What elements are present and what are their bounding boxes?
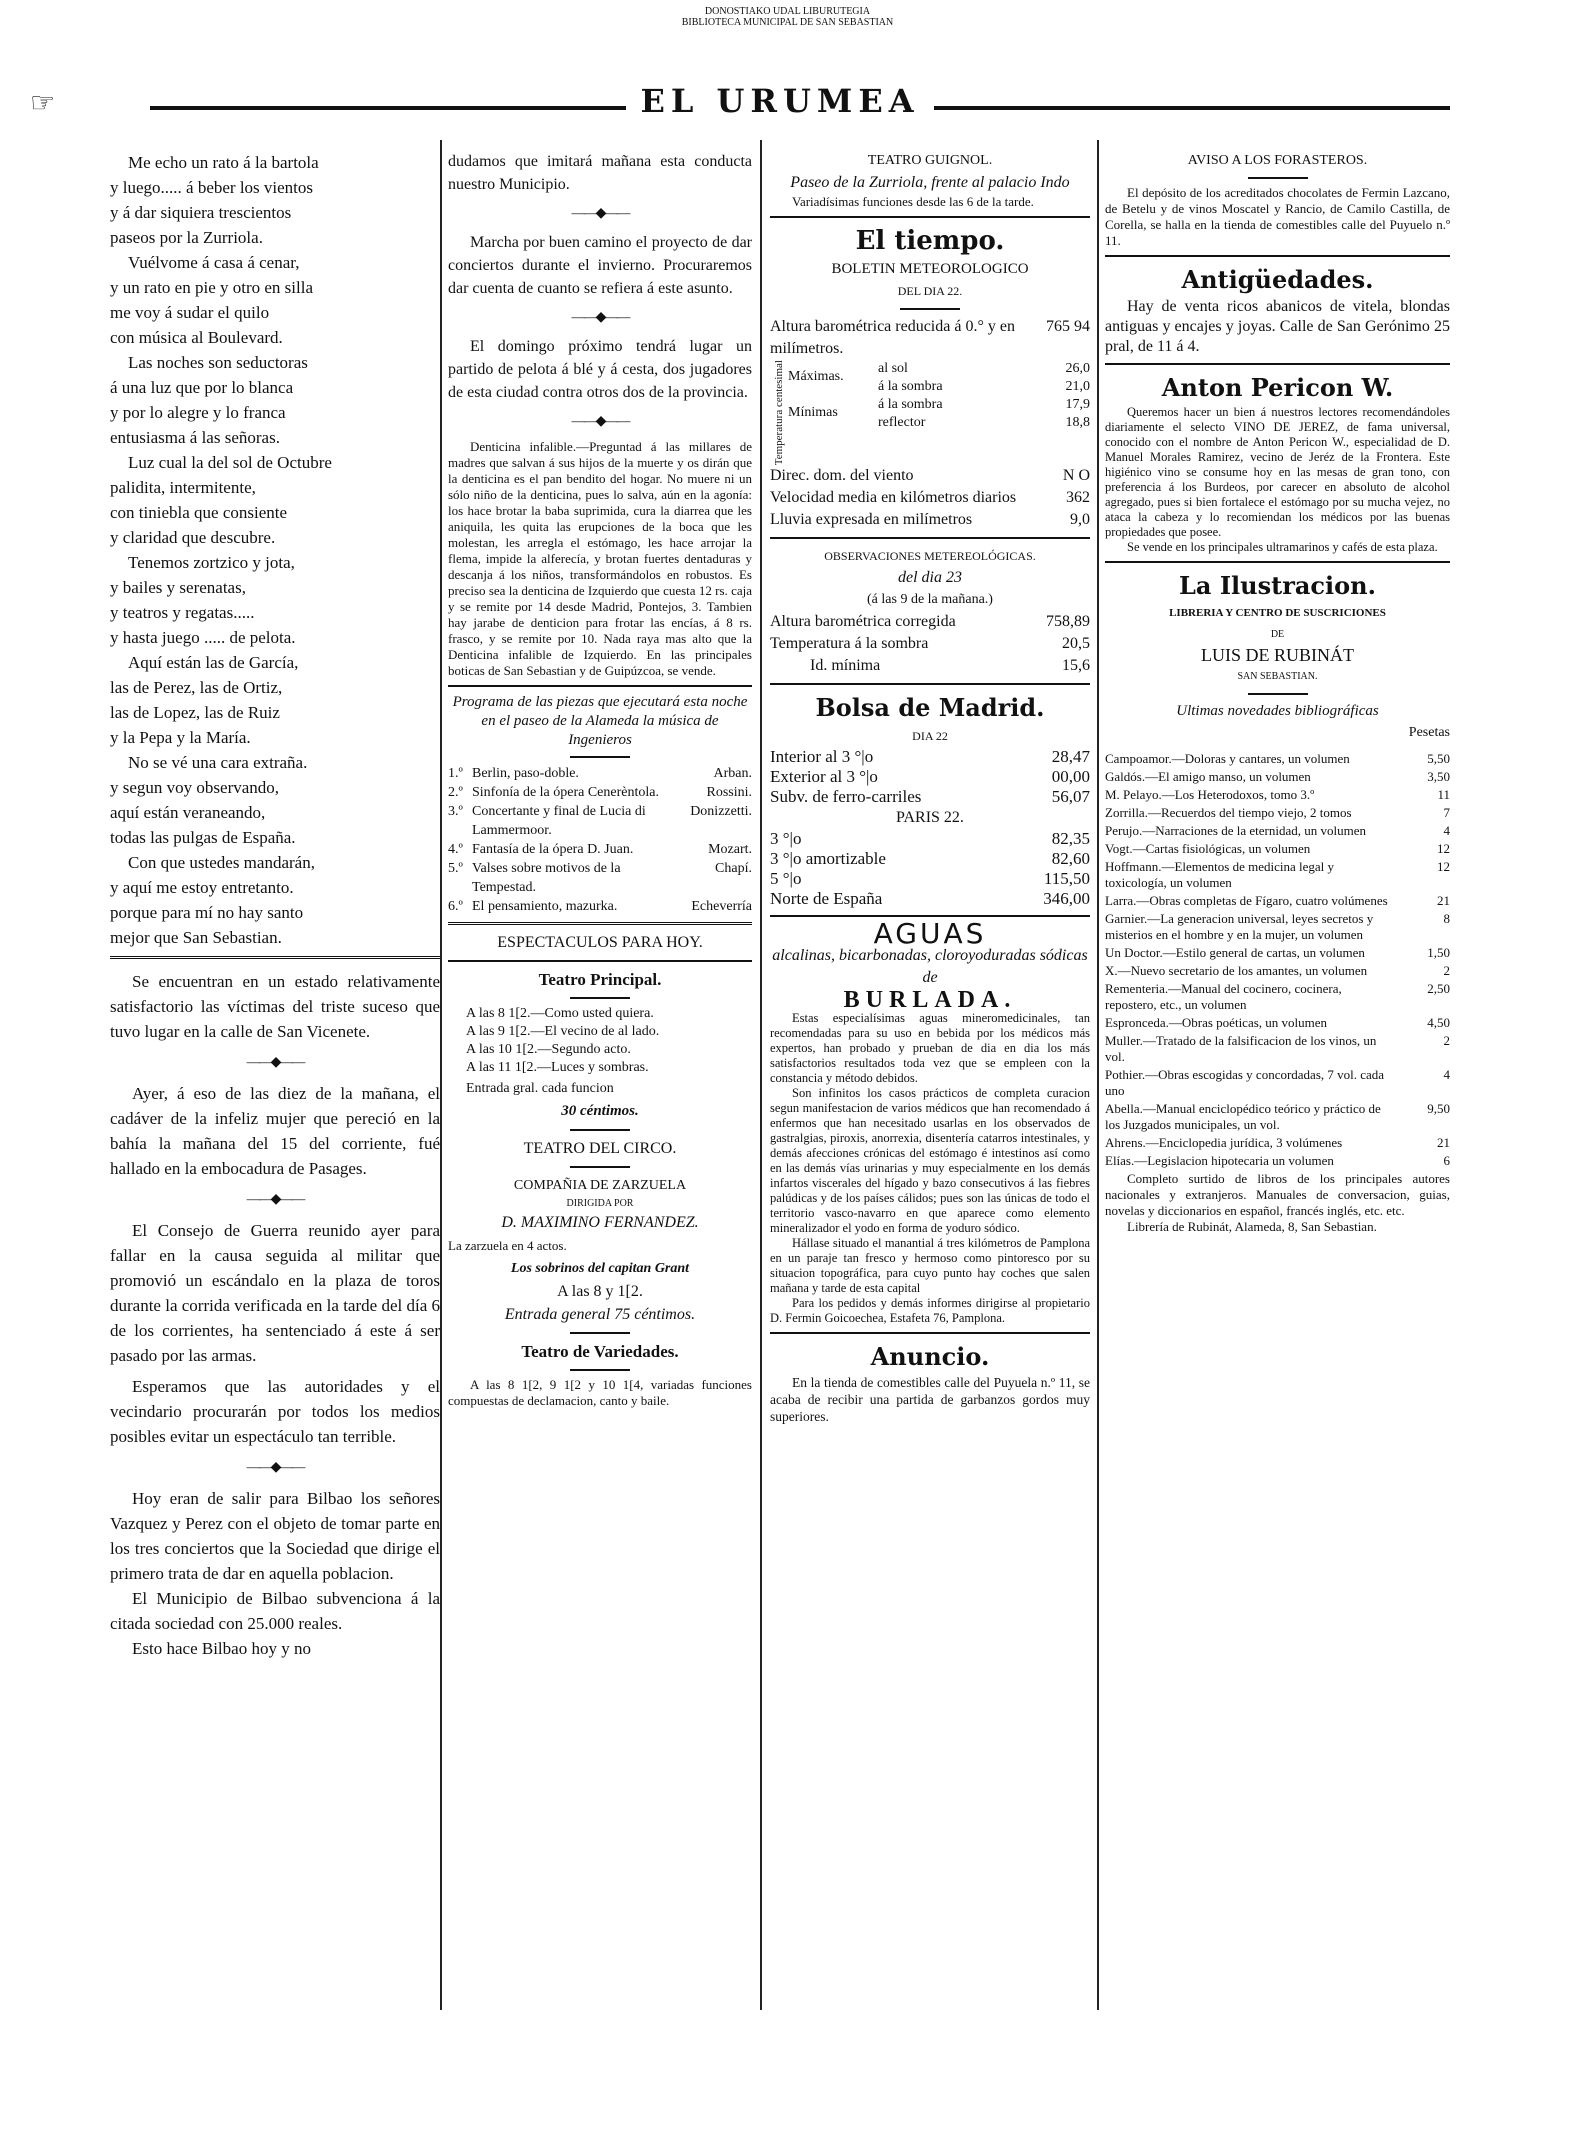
- market-value: 00,00: [1051, 767, 1090, 787]
- book-title: Zorrilla.—Recuerdos del tiempo viejo, 2 tomos: [1105, 805, 1352, 820]
- poem-line: Tenemos zortzico y jota,: [128, 553, 295, 572]
- poem-line: entusiasma á las señoras.: [110, 428, 280, 447]
- market-value: 346,00: [1043, 889, 1090, 909]
- poem-line: las de Lopez, las de Ruiz: [110, 703, 280, 722]
- ornament-divider: ——◆——: [571, 310, 629, 325]
- poem-line: á una luz que por lo blanca: [110, 378, 294, 397]
- book-price: 2,50: [1427, 981, 1450, 996]
- book-item: [1105, 805, 1450, 821]
- book-item: [1105, 823, 1450, 839]
- divider: [570, 1129, 630, 1131]
- divider: [448, 922, 752, 925]
- maximas-label: Máximas.: [788, 369, 844, 384]
- max-sol-row: al sol 26,0: [878, 361, 1090, 376]
- ss-label: SAN SEBASTIAN.: [1237, 671, 1318, 682]
- market-value: 82,60: [1051, 849, 1090, 869]
- aguas-paragraph: Estas especialísimas aguas mineromedicinales, tan recomendadas para su uso en bebida por los médicos más expertos, han probado y prueban de dia en dia los más satisfactorios resultados toda vez que se empleen con la constancia y método debidos.: [770, 1011, 1090, 1086]
- ornament-divider: ——◆——: [571, 414, 629, 429]
- book-item: [1105, 1101, 1450, 1133]
- news-item: El domingo próximo tendrá lugar un partido de pelota á blé y á cesta, dos jugadores de esta ciudad contra otros dos de la provincia.: [448, 338, 752, 401]
- divider: [570, 1369, 630, 1371]
- book-price: 11: [1437, 787, 1450, 802]
- book-item: [1105, 893, 1450, 909]
- book-item: [1105, 911, 1450, 943]
- variedades-title: Teatro de Variedades.: [521, 1342, 679, 1361]
- book-title: Galdós.—El amigo manso, un volumen: [1105, 769, 1311, 784]
- book-item: [1105, 1153, 1450, 1169]
- book-item: [1105, 1135, 1450, 1151]
- market-value: 28,47: [1051, 747, 1090, 767]
- market-label: Subv. de ferro-carriles: [770, 787, 922, 807]
- divider: [770, 537, 1090, 539]
- poem-line: y aquí me estoy entretanto.: [110, 878, 294, 897]
- news-item: Ayer, á eso de las diez de la mañana, el cadáver de la infeliz mujer que pereció en la bahía la mañana del 15 del corriente, fué hallado en la embocadura de Pasages.: [110, 1084, 440, 1178]
- espectaculos-title: ESPECTACULOS PARA HOY.: [497, 934, 703, 951]
- market-value: 82,35: [1051, 829, 1090, 849]
- rubinat-name: LUIS DE RUBINÁT: [1201, 645, 1354, 665]
- bolsa-dia: DIA 22: [912, 729, 948, 744]
- guignol-text: Variadísimas funciones desde las 6 de la tarde.: [792, 194, 1034, 209]
- divider: [770, 683, 1090, 685]
- book-title: Garnier.—La generacion universal, leyes secretos y misterios en el hombre y en la mujer, un volumen: [1105, 911, 1374, 942]
- poem-line: y un rato en pie y otro en silla: [110, 278, 314, 297]
- min-sombra-row: á la sombra 17,9: [878, 397, 1090, 412]
- aguas-subtitle: alcalinas, bicarbonadas, cloroyoduradas sódicas de: [772, 947, 1088, 987]
- program-item: [448, 859, 752, 897]
- circo-title: TEATRO DEL CIRCO.: [523, 1140, 677, 1157]
- market-label: Interior al 3 °|o: [770, 747, 874, 767]
- masthead: [110, 80, 1450, 120]
- tp-price: 30 céntimos.: [561, 1103, 639, 1119]
- poem-line: con música al Boulevard.: [110, 328, 283, 347]
- poem-line: No se vé una cara extraña.: [128, 753, 308, 772]
- ornament-divider: ——◆——: [246, 1460, 304, 1475]
- divider: [570, 1332, 630, 1334]
- divider: [1105, 363, 1450, 365]
- program-piece: El pensamiento, mazurka.: [472, 899, 618, 914]
- news-item: dudamos que imitará mañana esta conducta nuestro Municipio.: [448, 153, 752, 193]
- surtido-text: Completo surtido de libros de los principales autores nacionales y extranjeros. Manuales de conversacion, guias, novelas y diccionarios en español, francés inglés, etc. etc.: [1105, 1171, 1450, 1218]
- bolsa-table: [770, 747, 1090, 807]
- book-title: Espronceda.—Obras poéticas, un volumen: [1105, 1015, 1328, 1030]
- divider: [570, 1166, 630, 1168]
- poem-line: me voy á sudar el quilo: [110, 303, 270, 322]
- divider: [448, 960, 752, 962]
- market-label: 3 °|o: [770, 829, 802, 849]
- market-row: [770, 869, 1090, 889]
- divider: [110, 956, 440, 959]
- program-author: Mozart.: [708, 842, 752, 857]
- market-row: [770, 767, 1090, 787]
- book-price: 21: [1437, 1135, 1450, 1150]
- market-row: [770, 829, 1090, 849]
- aguas-paragraph: Para los pedidos y demás informes dirigirse al propietario D. Fermin Goicoechea, Estafeta 76, Pamplona.: [770, 1296, 1090, 1326]
- poem-line: y segun voy observando,: [110, 778, 280, 797]
- circo-obra: Los sobrinos del capitan Grant: [510, 1261, 690, 1276]
- program-title: Programa de las piezas que ejecutará esta noche en el paseo de la Alameda la música de Ingenieros: [452, 694, 748, 748]
- temp-side-label: Temperatura centesimal: [773, 360, 785, 466]
- temperatura-table: [770, 360, 1090, 465]
- pericon-text: Se vende en los principales ultramarinos y cafés de esta plaza.: [1127, 540, 1438, 554]
- market-row: [770, 889, 1090, 909]
- guignol-title: TEATRO GUIGNOL.: [867, 153, 993, 168]
- book-item: [1105, 981, 1450, 1013]
- book-item: [1105, 1067, 1450, 1099]
- market-row: [770, 849, 1090, 869]
- book-list: [1105, 751, 1450, 1169]
- book-price: 12: [1437, 841, 1450, 856]
- pericon-title: Anton Pericon W.: [1161, 373, 1394, 402]
- divider: [570, 997, 630, 999]
- news-item: Esto hace Bilbao hoy y no: [132, 1639, 311, 1658]
- divider: [570, 756, 630, 758]
- teatro-principal-schedule: [448, 1005, 752, 1077]
- novedades-label: Ultimas novedades bibliográficas: [1176, 703, 1379, 719]
- column-divider: [440, 140, 442, 2010]
- boletin-dia: DEL DIA 22.: [897, 284, 963, 298]
- schedule-item: A las 8 1[2.—Como usted quiera.: [466, 1006, 654, 1021]
- book-title: Perujo.—Narraciones de la eternidad, un volumen: [1105, 823, 1366, 838]
- market-value: 115,50: [1043, 869, 1090, 889]
- divider: [1248, 177, 1308, 179]
- program-piece: Concertante y final de Lucia di Lammermoor.: [472, 804, 646, 838]
- news-item: Hoy eran de salir para Bilbao los señores Vazquez y Perez con el objeto de tomar parte en los tres conciertos que la Sociedad que dirige el primero trata de dar en aquella poblacion.: [110, 1489, 440, 1583]
- guignol-place: Paseo de la Zurriola, frente al palacio Indo: [790, 174, 1070, 191]
- antiguedades-text: Hay de venta ricos abanicos de vitela, blondas antiguas y encajes y joyas. Calle de San Gerónimo 25 pral, de 11 á 4.: [1105, 298, 1450, 355]
- circo-dirigida: DIRIGIDA POR: [566, 1198, 634, 1209]
- program-author: Echeverría: [691, 899, 752, 914]
- book-price: 3,50: [1427, 769, 1450, 784]
- market-label: 3 °|o amortizable: [770, 849, 886, 869]
- poem-line: todas las pulgas de España.: [110, 828, 296, 847]
- book-item: [1105, 1015, 1450, 1031]
- news-item: El Consejo de Guerra reunido ayer para fallar en la causa seguida al militar que promovió un escándalo en la plaza de toros durante la corrida verificada en la tarde del día 6 de los corrientes, ha sentenciado á este á ser pasado por las armas.: [110, 1221, 440, 1365]
- book-title: M. Pelayo.—Los Heterodoxos, tomo 3.º: [1105, 787, 1315, 802]
- market-row: [770, 747, 1090, 767]
- poem-line: y claridad que descubre.: [110, 528, 276, 547]
- book-title: Pothier.—Obras escogidas y concordadas, 7 vol. cada uno: [1105, 1067, 1385, 1098]
- poem: [110, 150, 440, 950]
- market-label: 5 °|o: [770, 869, 802, 889]
- poem-line: aquí están veraneando,: [110, 803, 266, 822]
- book-price: 2: [1443, 1033, 1450, 1048]
- book-title: Larra.—Obras completas de Fígaro, cuatro volúmenes: [1105, 893, 1388, 908]
- poem-line: Con que ustedes mandarán,: [128, 853, 315, 872]
- poem-line: y la Pepa y la María.: [110, 728, 251, 747]
- ornament-divider: ——◆——: [246, 1192, 304, 1207]
- news-item: Se encuentran en un estado relativamente satisfactorio las víctimas del triste suceso que tuvo lugar en la calle de San Vicenete.: [110, 972, 440, 1041]
- poem-line: con tiniebla que consiente: [110, 503, 288, 522]
- program-author: Donizzetti.: [690, 804, 752, 819]
- book-item: [1105, 1033, 1450, 1065]
- program-piece: Fantasía de la ópera D. Juan.: [472, 842, 634, 857]
- book-price: 12: [1437, 859, 1450, 874]
- obs-min-row: Id. mínima 15,6: [810, 657, 1090, 675]
- program-n: 3.º: [448, 804, 463, 819]
- bolsa-title: Bolsa de Madrid.: [815, 693, 1045, 723]
- obs-hora: (á las 9 de la mañana.): [867, 592, 993, 608]
- poem-line: Las noches son seductoras: [128, 353, 308, 372]
- poem-line: Luz cual la del sol de Octubre: [128, 453, 332, 472]
- circo-zarzuela: La zarzuela en 4 actos.: [448, 1238, 567, 1253]
- program-piece: Berlin, paso-doble.: [472, 766, 579, 781]
- obs-temp-row: Temperatura á la sombra 20,5: [770, 635, 1090, 653]
- min-reflector-row: reflector 18,8: [878, 415, 1090, 430]
- book-item: [1105, 945, 1450, 961]
- program-piece: Valses sobre motivos de la Tempestad.: [472, 861, 621, 895]
- book-price: 7: [1443, 805, 1450, 820]
- divider: [770, 216, 1090, 218]
- program-item: [448, 764, 752, 783]
- anuncio-text: En la tienda de comestibles calle del Puyuela n.º 11, se acaba de recibir una partida de garbanzos gordos muy superiores.: [770, 1375, 1090, 1425]
- aviso-title: AVISO A LOS FORASTEROS.: [1187, 153, 1368, 168]
- aviso-text: El depósito de los acreditados chocolates de Fermin Lazcano, de Betelu y de vinos Moscatel y Rancio, de Camilo Castilla, de Corella, se halla en la tienda de comestibles calle del Puyuelo n.º 11.: [1105, 185, 1450, 248]
- aguas-title: AGUAS: [873, 917, 987, 951]
- book-price: 8: [1443, 911, 1450, 926]
- book-title: Campoamor.—Doloras y cantares, un volumen: [1105, 751, 1350, 766]
- ilustracion-title: La Ilustracion.: [1179, 571, 1376, 600]
- book-item: [1105, 751, 1450, 767]
- library-header-line2: BIBLIOTECA MUNICIPAL DE SAN SEBASTIAN: [681, 17, 894, 28]
- pointing-hand-icon: ☞: [30, 86, 56, 119]
- divider: [448, 685, 752, 687]
- program-author: Arban.: [713, 766, 752, 781]
- book-title: Vogt.—Cartas fisiológicas, un volumen: [1105, 841, 1311, 856]
- newspaper-title: EL URUMEA: [110, 82, 1450, 120]
- column-2: [448, 150, 752, 1409]
- book-title: X.—Nuevo secretario de los amantes, un volumen: [1105, 963, 1368, 978]
- book-title: Rementeria.—Manual del cocinero, cocinera, repostero, etc., un volumen: [1105, 981, 1342, 1012]
- book-price: 9,50: [1427, 1101, 1450, 1116]
- schedule-item: A las 9 1[2.—El vecino de al lado.: [466, 1024, 660, 1039]
- pericon-text: Queremos hacer un bien á nuestros lectores recomendándoles diariamente el selecto VINO DE JEREZ, de fama universal, conocido con el nombre de Anton Pericon W., especialidad de D. Manuel Morales Ramirez, vecino de Jeréz de la Frontera. Este higiénico vino se consume hoy en las mesas de gran tono, con preferencia á los Burdeos, por carecer en absoluto de alcohol agregado, pues si bien fortalece el estómago por su mucha vejez, no ataca la cabeza y lo recomiendan los médicos por las buenas propiedades que posee.: [1105, 405, 1450, 539]
- market-label: Exterior al 3 °|o: [770, 767, 878, 787]
- column-divider: [760, 140, 762, 2010]
- news-item: El Municipio de Bilbao subvenciona á la citada sociedad con 25.000 reales.: [110, 1589, 440, 1633]
- poem-line: porque para mí no hay santo: [110, 903, 304, 922]
- book-item: [1105, 859, 1450, 891]
- library-header: [0, 6, 1575, 28]
- poem-line: y bailes y serenatas,: [110, 578, 246, 597]
- antiguedades-title: Antigüedades.: [1181, 265, 1374, 294]
- news-item: Marcha por buen camino el proyecto de dar conciertos durante el invierno. Procuraremos dar cuenta de cuanto se refiera á este asunto.: [448, 234, 752, 297]
- obs-title: OBSERVACIONES METEREOLÓGICAS.: [824, 549, 1036, 564]
- poem-line: Aquí están las de García,: [128, 653, 299, 672]
- program-n: 2.º: [448, 785, 463, 800]
- circo-company: COMPAÑIA DE ZARZUELA: [513, 1178, 687, 1193]
- market-row: [770, 787, 1090, 807]
- poem-line: y teatros y regatas.....: [110, 603, 255, 622]
- circo-entrada: Entrada general 75 céntimos.: [504, 1306, 696, 1323]
- program-piece: Sinfonía de la ópera Cenerèntola.: [472, 785, 659, 800]
- book-title: Un Doctor.—Estilo general de cartas, un volumen: [1105, 945, 1365, 960]
- column-1: [110, 150, 440, 1661]
- obs-del: del dia 23: [898, 569, 962, 587]
- max-sombra-row: á la sombra 21,0: [878, 379, 1090, 394]
- libreria-direccion: Librería de Rubinát, Alameda, 8, San Sebastian.: [1127, 1219, 1377, 1234]
- book-title: Ahrens.—Enciclopedia jurídica, 3 volúmenes: [1105, 1135, 1343, 1150]
- teatro-principal-title: Teatro Principal.: [538, 970, 662, 989]
- libreria-label: LIBRERIA Y CENTRO DE SUSCRICIONES: [1169, 607, 1386, 619]
- book-title: Muller.—Tratado de la falsificacion de los vinos, un vol.: [1105, 1033, 1377, 1064]
- market-value: 56,07: [1051, 787, 1090, 807]
- book-item: [1105, 963, 1450, 979]
- paris-label: PARIS 22.: [896, 809, 964, 827]
- column-3: [770, 150, 1090, 1425]
- program-n: 5.º: [448, 861, 463, 876]
- book-price: 5,50: [1427, 751, 1450, 766]
- book-price: 6: [1443, 1153, 1450, 1168]
- program-n: 1.º: [448, 766, 463, 781]
- program-list: [448, 764, 752, 916]
- program-n: 4.º: [448, 842, 463, 857]
- book-price: 4,50: [1427, 1015, 1450, 1030]
- divider: [1105, 561, 1450, 563]
- news-item: Esperamos que las autoridades y el vecindario procurarán por todos los medios posibles evitar un espectáculo tan terrible.: [110, 1377, 440, 1446]
- schedule-item: A las 11 1[2.—Luces y sombras.: [466, 1060, 649, 1075]
- program-author: Chapí.: [715, 861, 752, 876]
- poem-line: palidita, intermitente,: [110, 478, 256, 497]
- altura-row: Altura barométrica reducida á 0.° y en milímetros. 765 94: [770, 318, 1090, 357]
- book-price: 4: [1443, 823, 1450, 838]
- poem-line: Vuélvome á casa á cenar,: [128, 253, 300, 272]
- book-item: [1105, 841, 1450, 857]
- paris-table: [770, 829, 1090, 909]
- circo-director: D. MAXIMINO FERNANDEZ.: [501, 1214, 699, 1231]
- anuncio-title: Anuncio.: [870, 1342, 990, 1372]
- burlada-title: BURLADA.: [843, 987, 1017, 1014]
- divider: [900, 308, 960, 310]
- poem-line: mejor que San Sebastian.: [110, 928, 282, 947]
- book-title: Abella.—Manual enciclopédico teórico y práctico de los Juzgados municipales, un vol.: [1105, 1101, 1381, 1132]
- poem-line: paseos por la Zurriola.: [110, 228, 263, 247]
- circo-hora: A las 8 y 1[2.: [557, 1283, 643, 1300]
- ornament-divider: ——◆——: [571, 206, 629, 221]
- program-author: Rossini.: [706, 785, 752, 800]
- pesetas-label: Pesetas: [1408, 725, 1450, 740]
- divider: [1248, 693, 1308, 695]
- poem-line: Me echo un rato á la bartola: [128, 153, 319, 172]
- variedades-text: A las 8 1[2, 9 1[2 y 10 1[4, variadas funciones compuestas de declamacion, canto y baile.: [448, 1377, 752, 1408]
- poem-line: y hasta juego ..... de pelota.: [110, 628, 296, 647]
- minimas-label: Mínimas: [788, 405, 838, 420]
- book-item: [1105, 769, 1450, 785]
- book-price: 4: [1443, 1067, 1450, 1082]
- boletin-title: BOLETIN METEOROLOGICO: [831, 261, 1029, 277]
- program-item: [448, 802, 752, 840]
- program-n: 6.º: [448, 899, 463, 914]
- aguas-paragraph: Son infinitos los casos prácticos de completa curacion segun manifestacion de varios médicos que han recomendado á enfermos que han necesitado usarlas en los observados de gastralgias, piroxis, anorrexia, disentería catarros intestinales, y demás afecciones crónicas del estómago é intestinos así como en las demás vías urinarias y muy especialmente en los demás infartos viscerales del hígado y bazo consecutivos á las fiebres palúdicas y de los países cálidos; pues son las únicas de todo el territorio vasco-navarro en que aparece como elemento mineralizador el yodo en forma de yoduro sódico.: [770, 1086, 1090, 1236]
- program-item: [448, 783, 752, 802]
- poem-line: y luego..... á beber los vientos: [110, 178, 314, 197]
- aguas-paragraph: Hállase situado el manantial á tres kilómetros de Pamplona en un paraje tan fresco y hermoso como pintoresco por su situacion topográfica, para cuyo punto hay coches que salen mañana y tarde de esta capital: [770, 1236, 1090, 1296]
- divider: [1105, 255, 1450, 257]
- program-item: [448, 840, 752, 859]
- poem-line: y á dar siquiera trescientos: [110, 203, 292, 222]
- denticina-ad: Denticina infalible.—Preguntad á las millares de madres que salvan á sus hijos de la muerte y os dirán que la denticina es el pan bendito del hogar. No muere ni un sólo niño de la denticina, pues lo salva, aún en la agonía: los hace brotar la baba suprimida, cura la diarrea que les aniquila, les quita las erupciones de la boca que les molestan, les arregla el estómago, les hace arrojar la flema, impide la alferecía, y brotan fuertes dentaduras y descanja á los niños, transformándolos en robustos. Es preciso sea la denticina de Izquierdo que cuesta 12 rs. caja y se remite por 14 desde Madrid, Pontejos, 3. Tambien hay jarabe de denticion para frotar las encías, á 8 rs. frasco, y se remite por 10. Nada raya mas alto que la Denticina infalible de Izquierdo. En las principales boticas de San Sebastian y de Guipúzcoa, se vende.: [448, 439, 752, 678]
- tiempo-title: El tiempo.: [855, 226, 1005, 256]
- poem-line: las de Perez, las de Ortiz,: [110, 678, 283, 697]
- book-price: 2: [1443, 963, 1450, 978]
- velocidad-row: Velocidad media en kilómetros diarios 362: [770, 489, 1090, 507]
- program-item: [448, 897, 752, 916]
- book-title: Elías.—Legislacion hipotecaria un volumen: [1105, 1153, 1334, 1168]
- poem-line: y por lo alegre y lo franca: [110, 403, 286, 422]
- column-divider: [1097, 140, 1099, 2010]
- market-label: Norte de España: [770, 889, 883, 909]
- library-header-line1: DONOSTIAKO UDAL LIBURUTEGIA: [704, 6, 871, 17]
- direc-row: Direc. dom. del viento N O: [770, 467, 1090, 485]
- ornament-divider: ——◆——: [246, 1055, 304, 1070]
- book-item: [1105, 787, 1450, 803]
- obs-altura-row: Altura barométrica corregida 758,89: [770, 613, 1090, 631]
- divider: [770, 1332, 1090, 1334]
- book-price: 21: [1437, 893, 1450, 908]
- book-price: 1,50: [1427, 945, 1450, 960]
- schedule-item: A las 10 1[2.—Segundo acto.: [466, 1042, 631, 1057]
- tp-entrada: Entrada gral. cada funcion: [466, 1081, 614, 1096]
- lluvia-row: Lluvia expresada en milímetros 9,0: [770, 511, 1090, 529]
- de-label: DE: [1270, 629, 1285, 640]
- column-4: [1105, 150, 1450, 1235]
- book-title: Hoffmann.—Elementos de medicina legal y toxicología, un volumen: [1105, 859, 1334, 890]
